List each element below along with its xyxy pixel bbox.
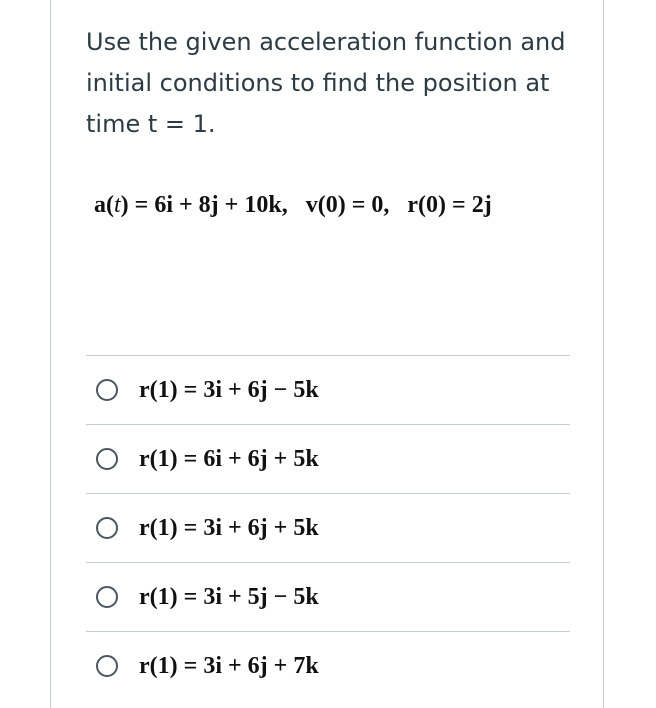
answer-label: r(1) = 6i + 6j + 5k <box>139 445 319 472</box>
acceleration-head: a( <box>94 192 114 218</box>
answer-option-5[interactable] <box>86 631 570 700</box>
answer-label: r(1) = 3i + 6j + 7k <box>139 652 319 679</box>
answer-option-4[interactable] <box>86 562 570 631</box>
radio-button-icon[interactable] <box>96 655 118 677</box>
answer-label: r(1) = 3i + 5j − 5k <box>139 583 319 610</box>
answer-label: r(1) = 3i + 6j − 5k <box>139 376 319 403</box>
answer-option-1[interactable] <box>86 355 570 424</box>
question-prompt: Use the given acceleration function and initial conditions to find the position at time t = 1. <box>86 28 566 138</box>
radio-button-icon[interactable] <box>96 586 118 608</box>
radio-button-icon[interactable] <box>96 448 118 470</box>
acceleration-variable: t <box>114 192 121 218</box>
position-condition: r(0) = 2j <box>407 192 492 218</box>
answer-label: r(1) = 3i + 6j + 5k <box>139 514 319 541</box>
answer-option-3[interactable] <box>86 493 570 562</box>
answer-option-2[interactable] <box>86 424 570 493</box>
velocity-condition: v(0) = 0, <box>305 192 390 218</box>
radio-button-icon[interactable] <box>96 379 118 401</box>
given-conditions <box>94 192 492 219</box>
answer-list <box>86 355 570 700</box>
radio-button-icon[interactable] <box>96 517 118 539</box>
acceleration-function: ) = 6i + 8j + 10k, <box>120 192 288 218</box>
